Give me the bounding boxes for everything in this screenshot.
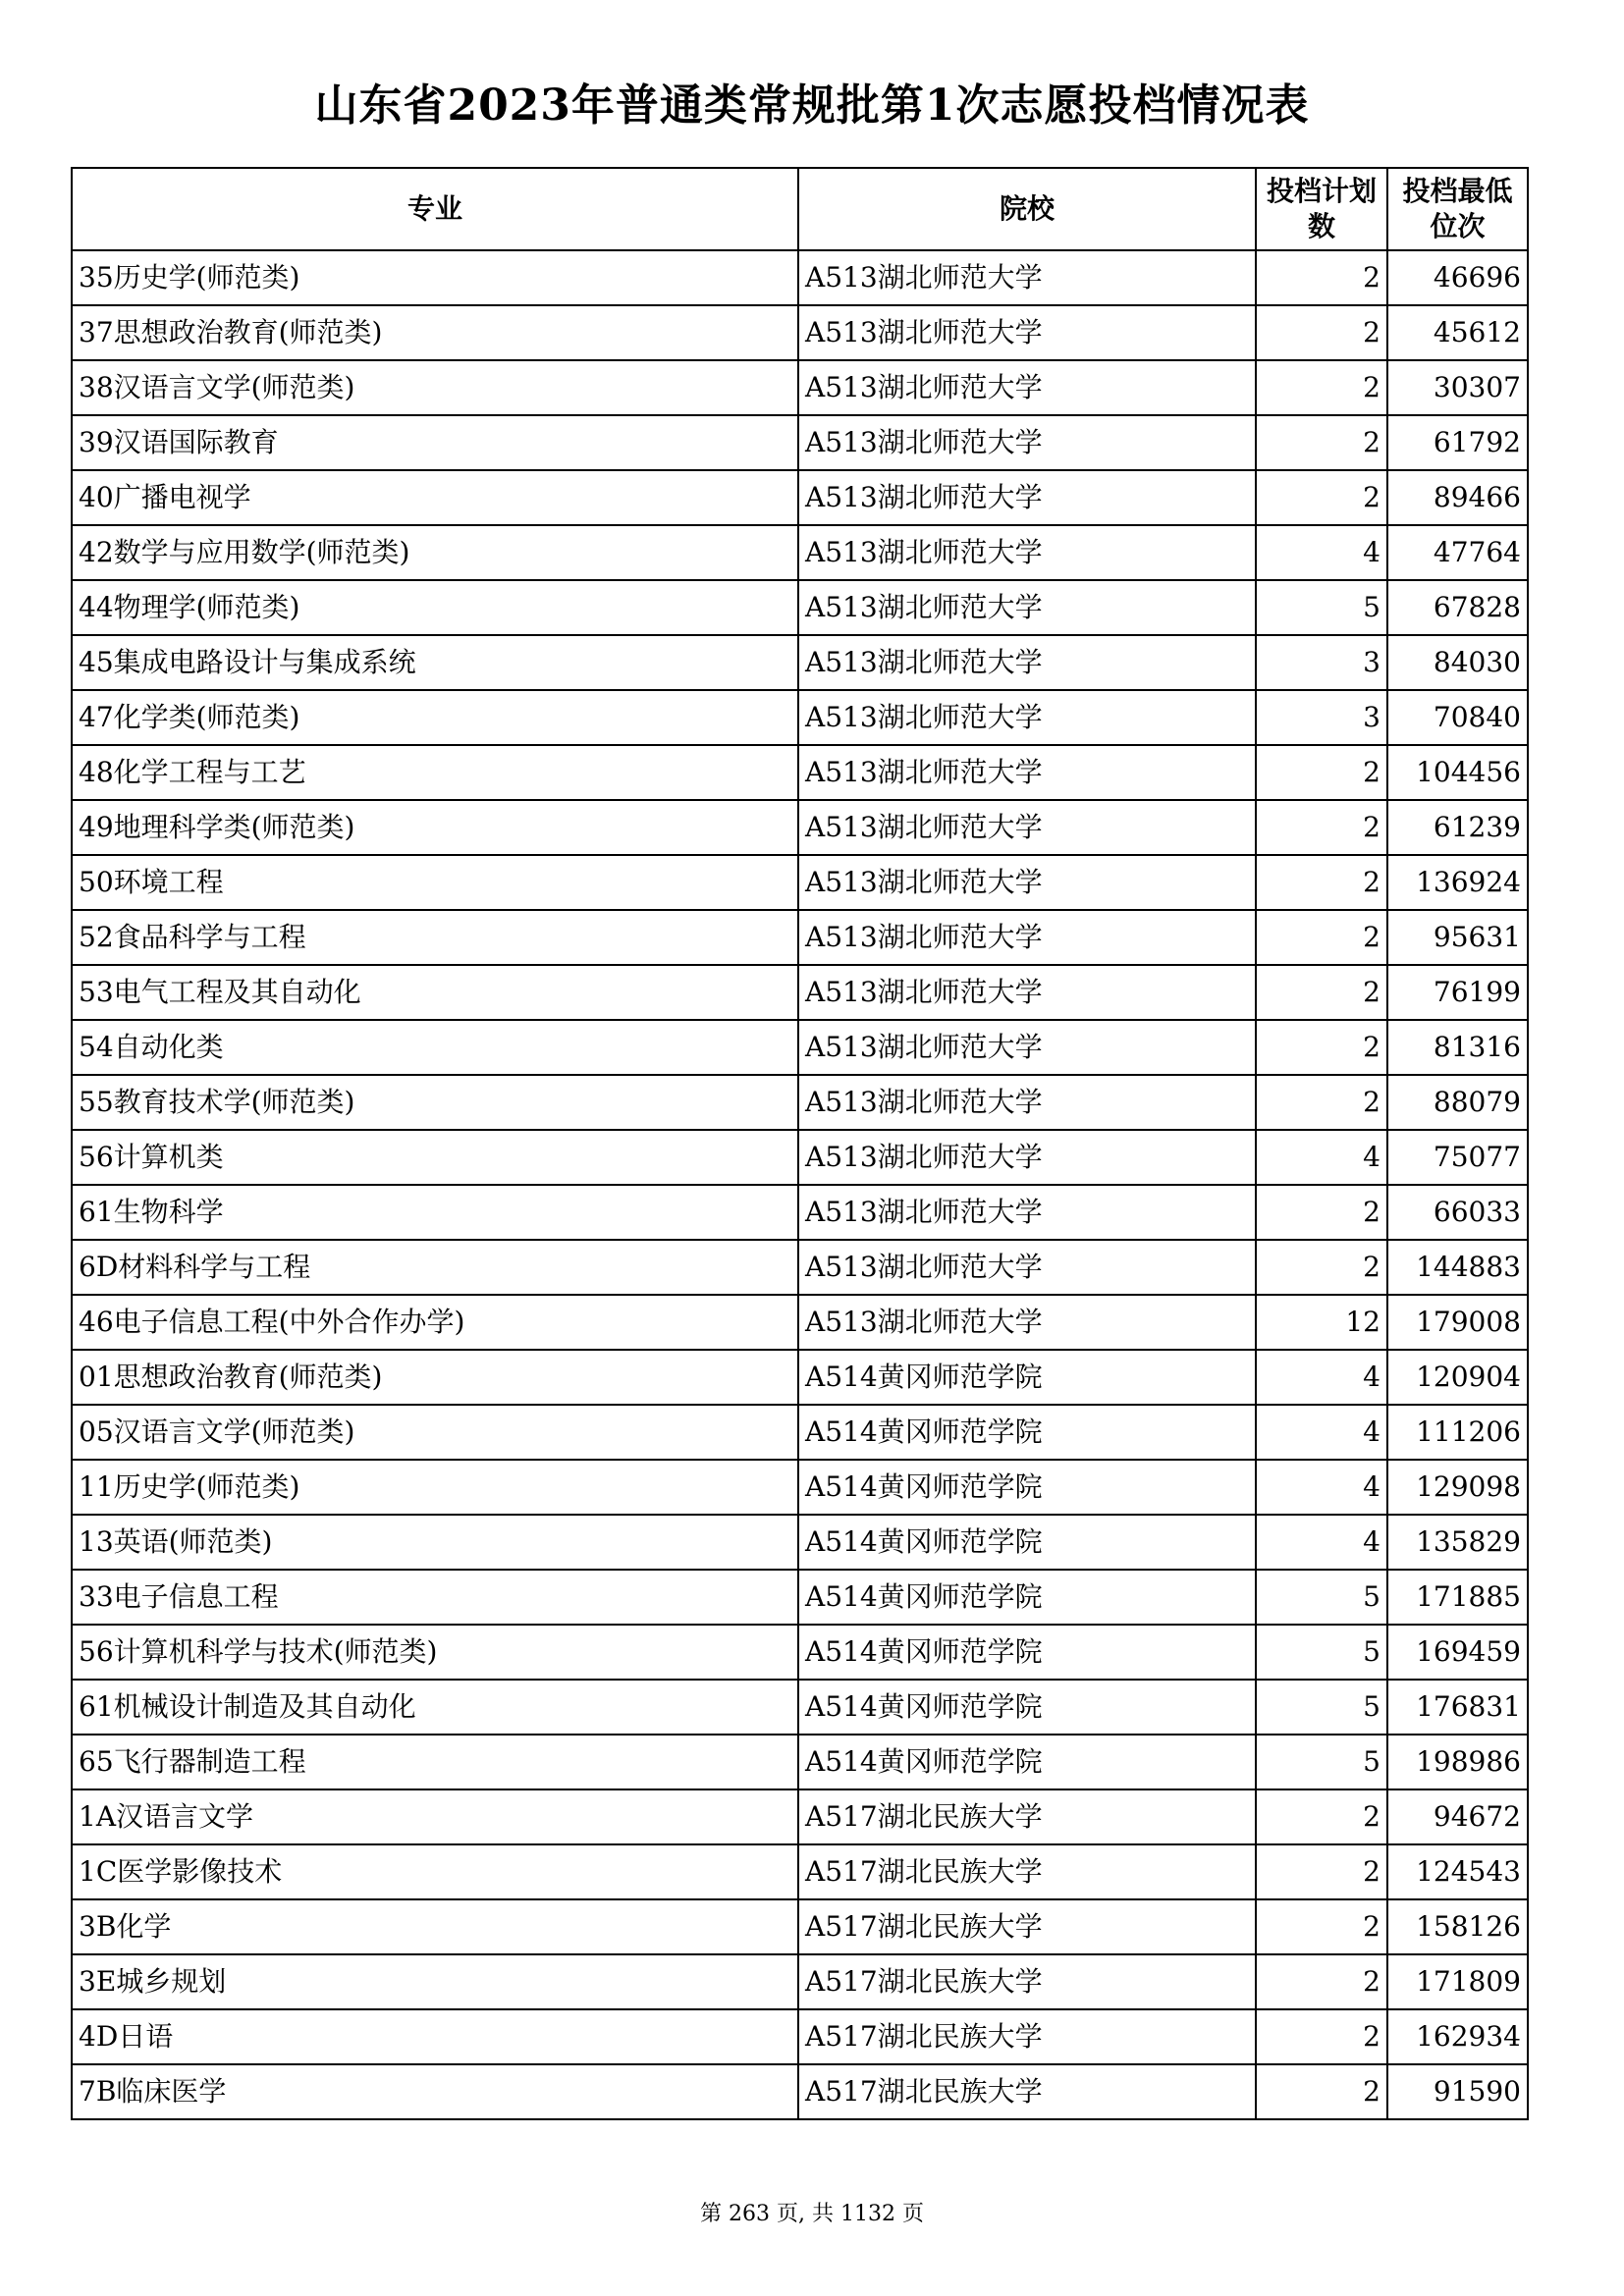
plan-count-cell: 2 bbox=[1256, 1844, 1387, 1899]
major-cell: 44物理学(师范类) bbox=[72, 580, 798, 635]
plan-count-cell: 5 bbox=[1256, 1625, 1387, 1680]
plan-count-cell: 2 bbox=[1256, 415, 1387, 470]
major-cell: 45集成电路设计与集成系统 bbox=[72, 635, 798, 690]
table-row bbox=[72, 965, 1528, 1020]
table-row bbox=[72, 1295, 1528, 1350]
table-row bbox=[72, 910, 1528, 965]
min-rank-cell: 81316 bbox=[1387, 1020, 1528, 1075]
table-row bbox=[72, 1515, 1528, 1570]
table-row bbox=[72, 1570, 1528, 1625]
table-row bbox=[72, 305, 1528, 360]
major-cell: 56计算机科学与技术(师范类) bbox=[72, 1625, 798, 1680]
table-row bbox=[72, 855, 1528, 910]
school-cell: A514黄冈师范学院 bbox=[798, 1570, 1256, 1625]
school-cell: A513湖北师范大学 bbox=[798, 470, 1256, 525]
plan-count-cell: 2 bbox=[1256, 2009, 1387, 2064]
plan-count-cell: 2 bbox=[1256, 1899, 1387, 1954]
min-rank-cell: 169459 bbox=[1387, 1625, 1528, 1680]
school-cell: A513湖北师范大学 bbox=[798, 690, 1256, 745]
min-rank-cell: 94672 bbox=[1387, 1789, 1528, 1844]
table-header bbox=[72, 168, 1528, 250]
major-cell: 49地理科学类(师范类) bbox=[72, 800, 798, 855]
table-row bbox=[72, 1844, 1528, 1899]
school-cell: A513湖北师范大学 bbox=[798, 305, 1256, 360]
table-row bbox=[72, 470, 1528, 525]
major-cell: 56计算机类 bbox=[72, 1130, 798, 1185]
min-rank-cell: 75077 bbox=[1387, 1130, 1528, 1185]
major-cell: 1C医学影像技术 bbox=[72, 1844, 798, 1899]
plan-count-cell: 2 bbox=[1256, 855, 1387, 910]
column-header-plan: 投档计划数 bbox=[1256, 168, 1387, 250]
min-rank-cell: 158126 bbox=[1387, 1899, 1528, 1954]
table-row bbox=[72, 1075, 1528, 1130]
min-rank-cell: 66033 bbox=[1387, 1185, 1528, 1240]
min-rank-cell: 88079 bbox=[1387, 1075, 1528, 1130]
plan-count-cell: 4 bbox=[1256, 1460, 1387, 1515]
table-row bbox=[72, 1185, 1528, 1240]
table-row bbox=[72, 580, 1528, 635]
school-cell: A514黄冈师范学院 bbox=[798, 1680, 1256, 1735]
min-rank-cell: 45612 bbox=[1387, 305, 1528, 360]
min-rank-cell: 111206 bbox=[1387, 1405, 1528, 1460]
min-rank-cell: 136924 bbox=[1387, 855, 1528, 910]
table-row bbox=[72, 1680, 1528, 1735]
plan-count-cell: 3 bbox=[1256, 635, 1387, 690]
min-rank-cell: 95631 bbox=[1387, 910, 1528, 965]
major-cell: 53电气工程及其自动化 bbox=[72, 965, 798, 1020]
min-rank-cell: 129098 bbox=[1387, 1460, 1528, 1515]
school-cell: A514黄冈师范学院 bbox=[798, 1625, 1256, 1680]
school-cell: A514黄冈师范学院 bbox=[798, 1350, 1256, 1405]
major-cell: 65飞行器制造工程 bbox=[72, 1735, 798, 1789]
min-rank-cell: 135829 bbox=[1387, 1515, 1528, 1570]
min-rank-cell: 162934 bbox=[1387, 2009, 1528, 2064]
min-rank-cell: 46696 bbox=[1387, 250, 1528, 305]
major-cell: 52食品科学与工程 bbox=[72, 910, 798, 965]
plan-count-cell: 4 bbox=[1256, 1130, 1387, 1185]
table-row bbox=[72, 1020, 1528, 1075]
major-cell: 6D材料科学与工程 bbox=[72, 1240, 798, 1295]
school-cell: A513湖北师范大学 bbox=[798, 525, 1256, 580]
school-cell: A513湖北师范大学 bbox=[798, 635, 1256, 690]
major-cell: 42数学与应用数学(师范类) bbox=[72, 525, 798, 580]
school-cell: A514黄冈师范学院 bbox=[798, 1405, 1256, 1460]
table-row bbox=[72, 1954, 1528, 2009]
plan-count-cell: 5 bbox=[1256, 1570, 1387, 1625]
plan-count-cell: 2 bbox=[1256, 1185, 1387, 1240]
school-cell: A517湖北民族大学 bbox=[798, 1954, 1256, 2009]
table-row bbox=[72, 1460, 1528, 1515]
plan-count-cell: 3 bbox=[1256, 690, 1387, 745]
column-header-major: 专业 bbox=[72, 168, 798, 250]
min-rank-cell: 198986 bbox=[1387, 1735, 1528, 1789]
major-cell: 54自动化类 bbox=[72, 1020, 798, 1075]
school-cell: A513湖北师范大学 bbox=[798, 965, 1256, 1020]
school-cell: A514黄冈师范学院 bbox=[798, 1735, 1256, 1789]
school-cell: A517湖北民族大学 bbox=[798, 1844, 1256, 1899]
header-row bbox=[72, 168, 1528, 250]
table-row bbox=[72, 1625, 1528, 1680]
min-rank-cell: 70840 bbox=[1387, 690, 1528, 745]
school-cell: A513湖北师范大学 bbox=[798, 855, 1256, 910]
table-row bbox=[72, 1130, 1528, 1185]
plan-count-cell: 5 bbox=[1256, 580, 1387, 635]
min-rank-cell: 91590 bbox=[1387, 2064, 1528, 2119]
table-row bbox=[72, 1735, 1528, 1789]
major-cell: 01思想政治教育(师范类) bbox=[72, 1350, 798, 1405]
major-cell: 4D日语 bbox=[72, 2009, 798, 2064]
plan-count-cell: 4 bbox=[1256, 1405, 1387, 1460]
plan-count-cell: 2 bbox=[1256, 800, 1387, 855]
school-cell: A514黄冈师范学院 bbox=[798, 1460, 1256, 1515]
school-cell: A513湖北师范大学 bbox=[798, 800, 1256, 855]
major-cell: 33电子信息工程 bbox=[72, 1570, 798, 1625]
plan-count-cell: 2 bbox=[1256, 1020, 1387, 1075]
major-cell: 13英语(师范类) bbox=[72, 1515, 798, 1570]
admission-table bbox=[71, 167, 1529, 2120]
table-row bbox=[72, 745, 1528, 800]
major-cell: 55教育技术学(师范类) bbox=[72, 1075, 798, 1130]
major-cell: 1A汉语言文学 bbox=[72, 1789, 798, 1844]
plan-count-cell: 2 bbox=[1256, 250, 1387, 305]
min-rank-cell: 104456 bbox=[1387, 745, 1528, 800]
plan-count-cell: 5 bbox=[1256, 1680, 1387, 1735]
page-footer: 第 263 页, 共 1132 页 bbox=[700, 2202, 924, 2226]
school-cell: A513湖北师范大学 bbox=[798, 1240, 1256, 1295]
plan-count-cell: 2 bbox=[1256, 910, 1387, 965]
table-row bbox=[72, 1240, 1528, 1295]
plan-count-cell: 2 bbox=[1256, 305, 1387, 360]
major-cell: 61机械设计制造及其自动化 bbox=[72, 1680, 798, 1735]
major-cell: 40广播电视学 bbox=[72, 470, 798, 525]
major-cell: 61生物科学 bbox=[72, 1185, 798, 1240]
min-rank-cell: 84030 bbox=[1387, 635, 1528, 690]
plan-count-cell: 2 bbox=[1256, 360, 1387, 415]
plan-count-cell: 2 bbox=[1256, 470, 1387, 525]
school-cell: A514黄冈师范学院 bbox=[798, 1515, 1256, 1570]
major-cell: 38汉语言文学(师范类) bbox=[72, 360, 798, 415]
plan-count-cell: 5 bbox=[1256, 1735, 1387, 1789]
min-rank-cell: 47764 bbox=[1387, 525, 1528, 580]
school-cell: A513湖北师范大学 bbox=[798, 1295, 1256, 1350]
table-row bbox=[72, 800, 1528, 855]
table-row bbox=[72, 1405, 1528, 1460]
min-rank-cell: 171885 bbox=[1387, 1570, 1528, 1625]
table-row bbox=[72, 635, 1528, 690]
plan-count-cell: 2 bbox=[1256, 1954, 1387, 2009]
table-row bbox=[72, 2009, 1528, 2064]
page-title: 山东省2023年普通类常规批第1次志愿投档情况表 bbox=[314, 80, 1310, 131]
major-cell: 7B临床医学 bbox=[72, 2064, 798, 2119]
major-cell: 3B化学 bbox=[72, 1899, 798, 1954]
school-cell: A513湖北师范大学 bbox=[798, 910, 1256, 965]
major-cell: 50环境工程 bbox=[72, 855, 798, 910]
plan-count-cell: 12 bbox=[1256, 1295, 1387, 1350]
table-row bbox=[72, 2064, 1528, 2119]
major-cell: 48化学工程与工艺 bbox=[72, 745, 798, 800]
plan-count-cell: 4 bbox=[1256, 1350, 1387, 1405]
school-cell: A513湖北师范大学 bbox=[798, 1075, 1256, 1130]
min-rank-cell: 76199 bbox=[1387, 965, 1528, 1020]
table-body bbox=[72, 250, 1528, 2119]
school-cell: A513湖北师范大学 bbox=[798, 580, 1256, 635]
school-cell: A513湖北师范大学 bbox=[798, 745, 1256, 800]
min-rank-cell: 179008 bbox=[1387, 1295, 1528, 1350]
school-cell: A513湖北师范大学 bbox=[798, 1185, 1256, 1240]
min-rank-cell: 144883 bbox=[1387, 1240, 1528, 1295]
major-cell: 3E城乡规划 bbox=[72, 1954, 798, 2009]
school-cell: A513湖北师范大学 bbox=[798, 1130, 1256, 1185]
school-cell: A513湖北师范大学 bbox=[798, 1020, 1256, 1075]
major-cell: 47化学类(师范类) bbox=[72, 690, 798, 745]
plan-count-cell: 2 bbox=[1256, 745, 1387, 800]
plan-count-cell: 4 bbox=[1256, 1515, 1387, 1570]
plan-count-cell: 4 bbox=[1256, 525, 1387, 580]
table-row bbox=[72, 1899, 1528, 1954]
major-cell: 37思想政治教育(师范类) bbox=[72, 305, 798, 360]
table-row bbox=[72, 250, 1528, 305]
plan-count-cell: 2 bbox=[1256, 965, 1387, 1020]
column-header-rank: 投档最低位次 bbox=[1387, 168, 1528, 250]
min-rank-cell: 124543 bbox=[1387, 1844, 1528, 1899]
major-cell: 05汉语言文学(师范类) bbox=[72, 1405, 798, 1460]
min-rank-cell: 89466 bbox=[1387, 470, 1528, 525]
plan-count-cell: 2 bbox=[1256, 1240, 1387, 1295]
major-cell: 46电子信息工程(中外合作办学) bbox=[72, 1295, 798, 1350]
column-header-school: 院校 bbox=[798, 168, 1256, 250]
school-cell: A513湖北师范大学 bbox=[798, 250, 1256, 305]
school-cell: A513湖北师范大学 bbox=[798, 415, 1256, 470]
table-row bbox=[72, 415, 1528, 470]
min-rank-cell: 67828 bbox=[1387, 580, 1528, 635]
table-row bbox=[72, 690, 1528, 745]
min-rank-cell: 30307 bbox=[1387, 360, 1528, 415]
min-rank-cell: 61792 bbox=[1387, 415, 1528, 470]
school-cell: A517湖北民族大学 bbox=[798, 2064, 1256, 2119]
school-cell: A517湖北民族大学 bbox=[798, 1899, 1256, 1954]
major-cell: 39汉语国际教育 bbox=[72, 415, 798, 470]
school-cell: A513湖北师范大学 bbox=[798, 360, 1256, 415]
min-rank-cell: 120904 bbox=[1387, 1350, 1528, 1405]
plan-count-cell: 2 bbox=[1256, 2064, 1387, 2119]
plan-count-cell: 2 bbox=[1256, 1075, 1387, 1130]
plan-count-cell: 2 bbox=[1256, 1789, 1387, 1844]
table-row bbox=[72, 1350, 1528, 1405]
min-rank-cell: 61239 bbox=[1387, 800, 1528, 855]
table-row bbox=[72, 360, 1528, 415]
table-row bbox=[72, 1789, 1528, 1844]
school-cell: A517湖北民族大学 bbox=[798, 2009, 1256, 2064]
school-cell: A517湖北民族大学 bbox=[798, 1789, 1256, 1844]
major-cell: 35历史学(师范类) bbox=[72, 250, 798, 305]
table-row bbox=[72, 525, 1528, 580]
min-rank-cell: 176831 bbox=[1387, 1680, 1528, 1735]
min-rank-cell: 171809 bbox=[1387, 1954, 1528, 2009]
major-cell: 11历史学(师范类) bbox=[72, 1460, 798, 1515]
